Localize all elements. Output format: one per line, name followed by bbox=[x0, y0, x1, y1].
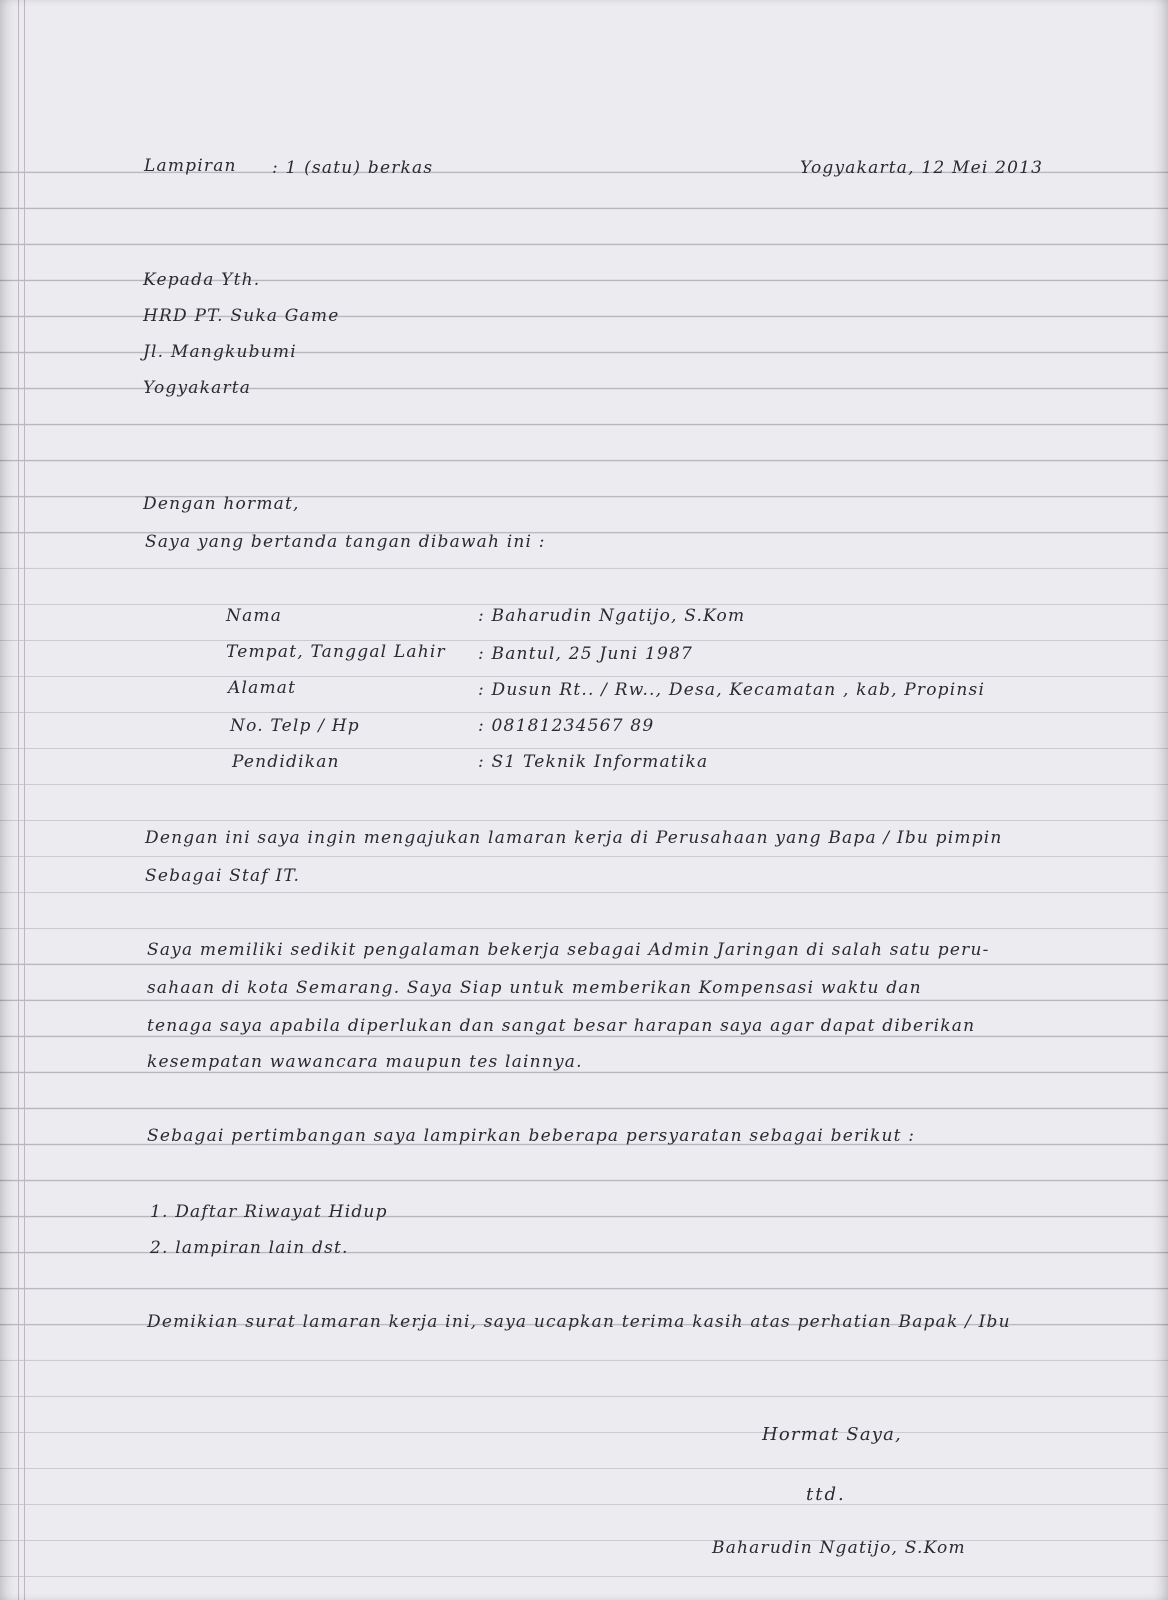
identity-label-ttl: Tempat, Tanggal Lahir bbox=[226, 642, 446, 662]
identity-value-nama: : Baharudin Ngatijo, S.Kom bbox=[478, 606, 746, 626]
margin-line-left-inner bbox=[24, 0, 25, 1600]
identity-label-telp: No. Telp / Hp bbox=[230, 716, 360, 736]
paragraph-3-line-1: Sebagai pertimbangan saya lampirkan beberapa persyaratan sebagai berikut : bbox=[147, 1126, 916, 1146]
closing-sentence: Demikian surat lamaran kerja ini, saya ucapkan terima kasih atas perhatian Bapak / Ibu bbox=[147, 1312, 1011, 1332]
lampiran-label: Lampiran bbox=[144, 156, 237, 176]
lampiran-value: : 1 (satu) berkas bbox=[272, 158, 434, 178]
paragraph-2-line-1: Saya memiliki sedikit pengalaman bekerja sebagai Admin Jaringan di salah satu peru- bbox=[147, 940, 990, 960]
identity-label-pendidikan: Pendidikan bbox=[232, 752, 340, 772]
identity-value-pendidikan: : S1 Teknik Informatika bbox=[478, 752, 709, 772]
signature-ttd: ttd. bbox=[806, 1484, 846, 1505]
signer-name: Baharudin Ngatijo, S.Kom bbox=[712, 1538, 966, 1558]
attachment-item-1: 1. Daftar Riwayat Hidup bbox=[150, 1202, 388, 1222]
identity-label-nama: Nama bbox=[226, 606, 283, 626]
recipient-line-2: HRD PT. Suka Game bbox=[143, 306, 340, 326]
intro-sentence: Saya yang bertanda tangan dibawah ini : bbox=[145, 532, 546, 552]
margin-line-left bbox=[18, 0, 19, 1600]
paragraph-2-line-4: kesempatan wawancara maupun tes lainnya. bbox=[147, 1052, 583, 1072]
paragraph-2-line-3: tenaga saya apabila diperlukan dan sangat besar harapan saya agar dapat diberikan bbox=[147, 1016, 976, 1036]
recipient-line-1: Kepada Yth. bbox=[143, 270, 261, 290]
recipient-line-4: Yogyakarta bbox=[143, 378, 252, 398]
salutation: Dengan hormat, bbox=[143, 494, 300, 514]
identity-value-alamat: : Dusun Rt.. / Rw.., Desa, Kecamatan , kab, Propinsi bbox=[478, 680, 986, 700]
paragraph-1-line-2: Sebagai Staf IT. bbox=[145, 866, 301, 886]
attachment-item-2: 2. lampiran lain dst. bbox=[150, 1238, 349, 1258]
identity-label-alamat: Alamat bbox=[228, 678, 297, 698]
recipient-line-3: Jl. Mangkubumi bbox=[143, 342, 297, 362]
place-date: Yogyakarta, 12 Mei 2013 bbox=[800, 158, 1044, 178]
paragraph-1-line-1: Dengan ini saya ingin mengajukan lamaran kerja di Perusahaan yang Bapa / Ibu pimpin bbox=[145, 828, 1003, 848]
identity-value-ttl: : Bantul, 25 Juni 1987 bbox=[478, 644, 693, 664]
identity-value-telp: : 08181234567 89 bbox=[478, 716, 655, 736]
paragraph-2-line-2: sahaan di kota Semarang. Saya Siap untuk memberikan Kompensasi waktu dan bbox=[147, 978, 922, 998]
regards: Hormat Saya, bbox=[762, 1424, 902, 1445]
